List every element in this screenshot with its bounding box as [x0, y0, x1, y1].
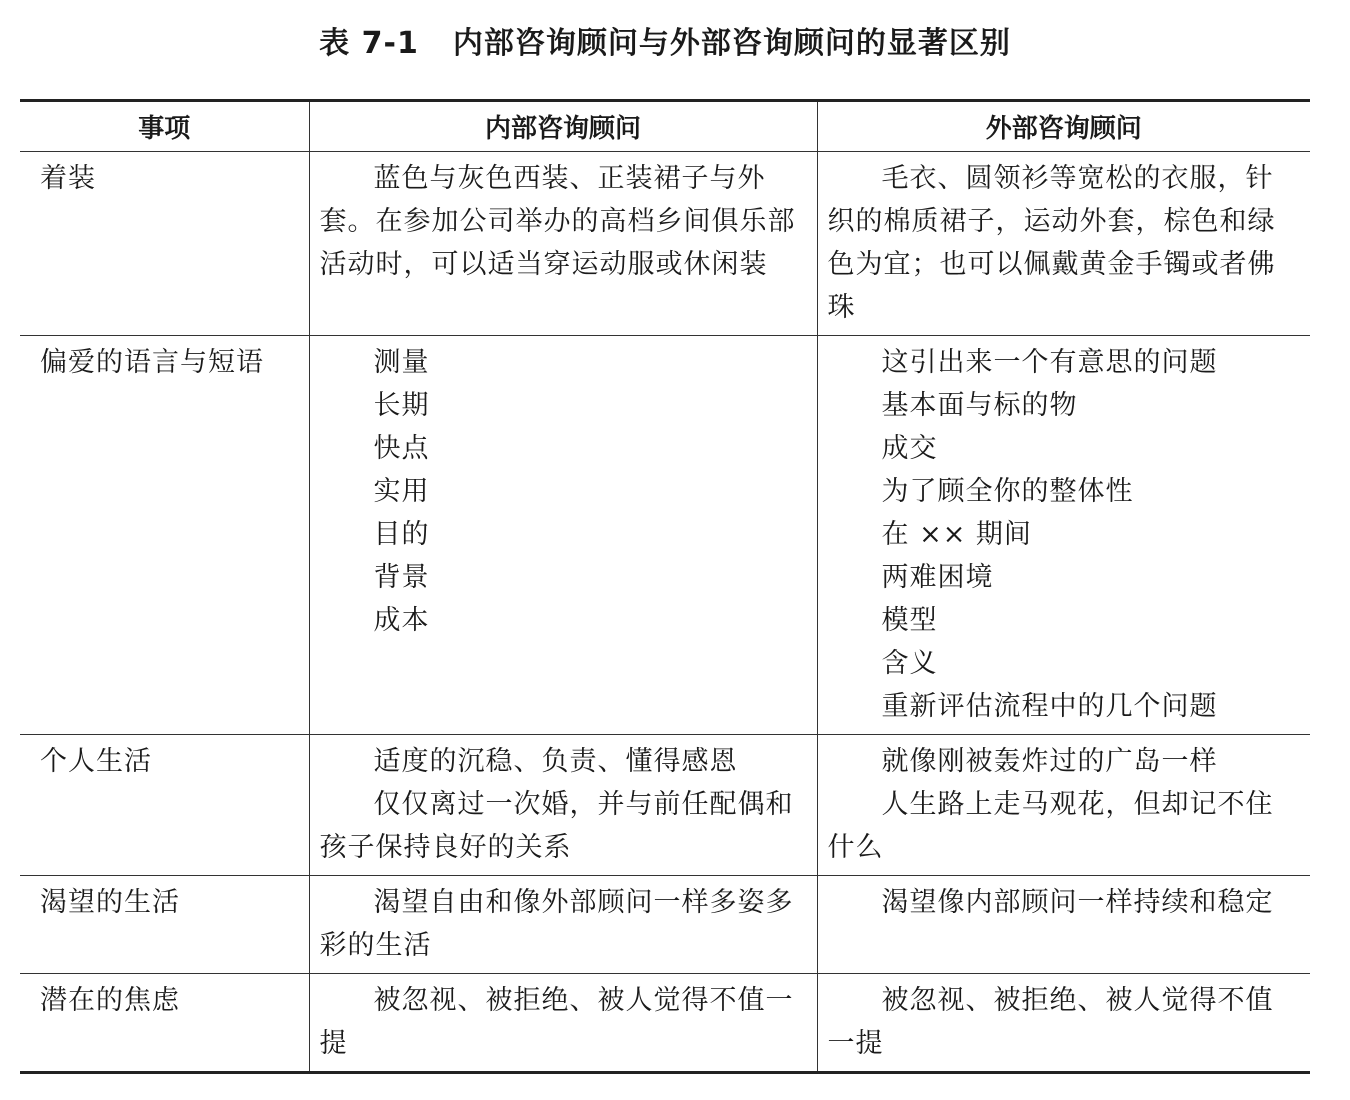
- cell-text: 渴望像内部顾问一样持续和稳定: [881, 887, 1274, 918]
- phrase-item: 成交: [881, 433, 938, 464]
- header-row: [20, 101, 1310, 152]
- table-caption: [0, 18, 1330, 62]
- header-internal: 内部咨询顾问: [309, 101, 817, 152]
- internal-cell: [309, 876, 817, 974]
- topic-cell: 着装: [40, 163, 96, 194]
- phrase-item: 这引出来一个有意思的问题: [881, 347, 1218, 378]
- header-external: 外部咨询顾问: [817, 101, 1310, 152]
- table-row: [20, 152, 1310, 336]
- phrase-item: 目的: [373, 519, 430, 550]
- phrase-item: 成本: [373, 605, 430, 636]
- header-topic: 事项: [20, 101, 309, 152]
- table-number: 表 7-1: [319, 26, 419, 61]
- phrase-item: 含义: [881, 648, 938, 679]
- phrase-item: 长期: [373, 390, 430, 421]
- table-row: [20, 336, 1310, 735]
- topic-cell: 潜在的焦虑: [20, 974, 309, 1073]
- topic-cell: 偏爱的语言与短语: [20, 336, 309, 735]
- phrase-item: 为了顾全你的整体性: [881, 476, 1134, 507]
- topic-cell: 渴望的生活: [20, 876, 309, 974]
- phrase-item: 模型: [881, 605, 938, 636]
- cell-text: 蓝色与灰色西装、正装裙子与外套。在参加公司举办的高档乡间俱乐部活动时，可以适当穿运动服或休闲装: [319, 163, 796, 280]
- cell-text: 被忽视、被拒绝、被人觉得不值一提: [319, 985, 794, 1059]
- table-row: [20, 876, 1310, 974]
- table-row: [20, 735, 1310, 876]
- external-cell: [817, 974, 1310, 1073]
- phrase-item: 两难困境: [881, 562, 994, 593]
- phrase-item: 重新评估流程中的几个问题: [881, 691, 1218, 722]
- phrase-item: 背景: [373, 562, 430, 593]
- external-cell: [817, 152, 1310, 336]
- internal-cell: [309, 336, 817, 735]
- table-row: [20, 974, 1310, 1073]
- phrase-item: 快点: [373, 433, 430, 464]
- phrase-item: 就像刚被轰炸过的广岛一样: [881, 746, 1218, 777]
- phrase-item: 基本面与标的物: [881, 390, 1078, 421]
- external-cell: [817, 735, 1310, 876]
- phrase-item: 人生路上走马观花，但却记不住什么: [827, 789, 1274, 863]
- phrase-item: 适度的沉稳、负责、懂得感恩: [373, 746, 738, 777]
- cell-text: 渴望自由和像外部顾问一样多姿多彩的生活: [319, 887, 794, 961]
- phrase-item: 仅仅离过一次婚，并与前任配偶和孩子保持良好的关系: [319, 789, 794, 863]
- phrase-item: 在 ×× 期间: [881, 519, 1032, 550]
- internal-cell: [309, 974, 817, 1073]
- table-title: 内部咨询顾问与外部咨询顾问的显著区别: [452, 26, 1011, 61]
- phrase-item: 实用: [373, 476, 430, 507]
- external-cell: [817, 336, 1310, 735]
- comparison-table: [20, 99, 1310, 1074]
- cell-text: 毛衣、圆领衫等宽松的衣服，针织的棉质裙子，运动外套，棕色和绿色为宜；也可以佩戴黄金手镯或者佛珠: [827, 163, 1276, 323]
- internal-cell: [309, 735, 817, 876]
- internal-cell: [309, 152, 817, 336]
- topic-cell: 个人生活: [20, 735, 309, 876]
- phrase-item: 测量: [373, 347, 430, 378]
- cell-text: 被忽视、被拒绝、被人觉得不值一提: [827, 985, 1274, 1059]
- external-cell: [817, 876, 1310, 974]
